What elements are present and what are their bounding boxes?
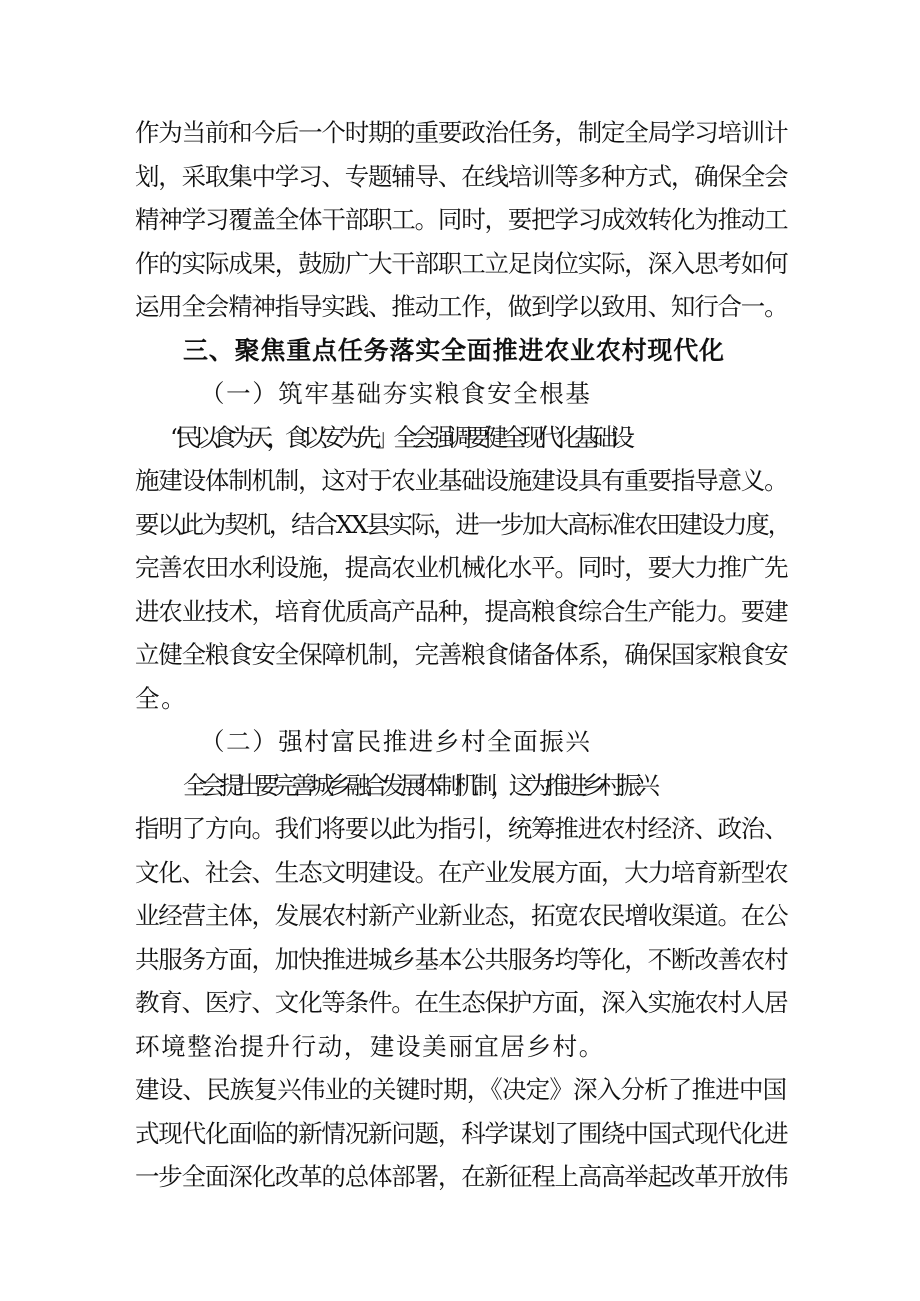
text-line: 要以此为契机，结合XX县实际，进一步加大高标准农田建设力度， bbox=[135, 510, 790, 539]
text-line: 精神学习覆盖全体干部职工。同时，要把学习成效转化为推动工 bbox=[135, 205, 788, 234]
text-line: 业经营主体，发展农村新产业新业态，拓宽农民增收渠道。在公 bbox=[135, 901, 788, 930]
text-line: 文化、社会、生态文明建设。在产业发展方面，大力培育新型农 bbox=[135, 858, 788, 887]
text-line: 环境整治提升行动，建设美丽宜居乡村。 bbox=[135, 1032, 605, 1061]
subsection-heading-food-security: （一）筑牢基础夯实粮食安全根基 bbox=[200, 379, 592, 408]
subsection-heading-rural-revitalization: （二）强村富民推进乡村全面振兴 bbox=[200, 727, 592, 756]
text-line: 式现代化面临的新情况新问题，科学谋划了围绕中国式现代化进 bbox=[135, 1119, 788, 1148]
text-line: 建设、民族复兴伟业的关键时期，《决定》深入分析了推进中国 bbox=[135, 1075, 787, 1104]
text-line: 全会提出要完善城乡融合发展体制机制，这为推进乡村振兴 bbox=[183, 771, 654, 800]
text-line: 指明了方向。我们将要以此为指引，统筹推进农村经济、政治、 bbox=[135, 814, 788, 843]
text-line: 施建设体制机制，这对于农业基础设施建设具有重要指导意义。 bbox=[135, 466, 788, 495]
text-line: 作为当前和今后一个时期的重要政治任务，制定全局学习培训计 bbox=[135, 118, 788, 147]
text-line: 立健全粮食安全保障机制，完善粮食储备体系，确保国家粮食安 bbox=[135, 640, 788, 669]
text-line: 作的实际成果，鼓励广大干部职工立足岗位实际，深入思考如何 bbox=[135, 249, 788, 278]
text-line: 教育、医疗、文化等条件。在生态保护方面，深入实施农村人居 bbox=[135, 988, 788, 1017]
text-line: 进农业技术，培育优质高产品种，提高粮食综合生产能力。要建 bbox=[135, 597, 788, 626]
section-heading: 三、聚焦重点任务落实全面推进农业农村现代化 bbox=[183, 336, 725, 365]
text-line: 全。 bbox=[135, 684, 188, 713]
text-line: 划，采取集中学习、专题辅导、在线培训等多种方式，确保全会 bbox=[135, 162, 788, 191]
text-line: 共服务方面，加快推进城乡基本公共服务均等化，不断改善农村 bbox=[135, 945, 788, 974]
text-line: “民以食为天，食以安为先」全会强调要健全现代化基础设 bbox=[170, 423, 629, 452]
text-line: 一步全面深化改革的总体部署，在新征程上高高举起改革开放伟 bbox=[135, 1162, 788, 1191]
text-line: 运用全会精神指导实践、推动工作，做到学以致用、知行合一。 bbox=[135, 292, 788, 321]
text-line: 完善农田水利设施，提高农业机械化水平。同时，要大力推广先 bbox=[135, 553, 788, 582]
